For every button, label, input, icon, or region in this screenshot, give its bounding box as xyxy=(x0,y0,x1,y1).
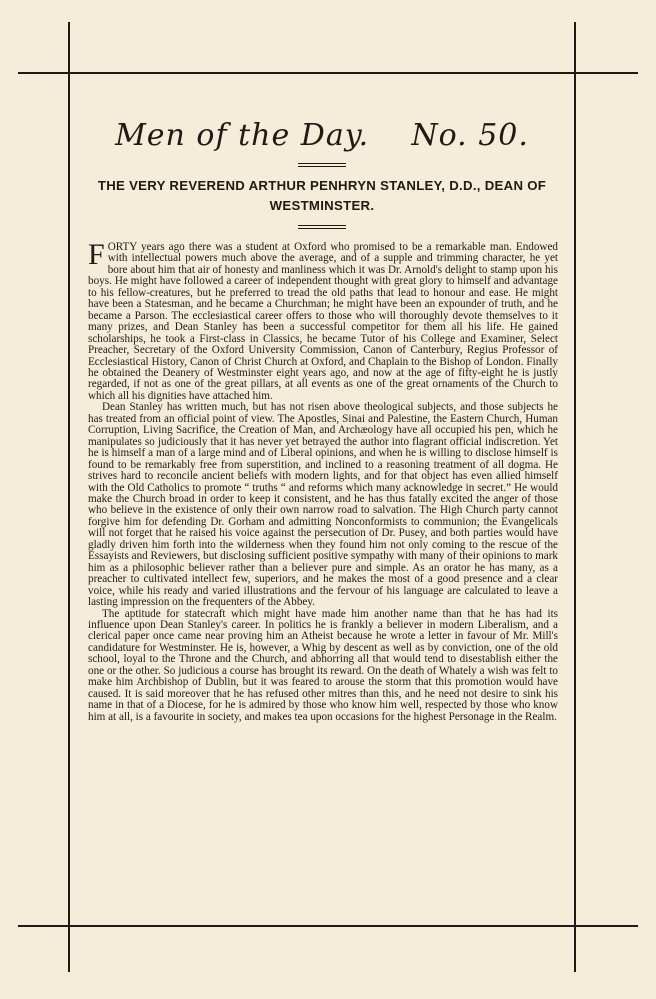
series-number: No. 50. xyxy=(411,118,529,153)
paragraph: The aptitude for statecraft which might have made him another name than that he has had its influence upon Dean Stanley's career. In politics he is frankly a believer in modern Liberalism, and a clerical paper once came near proving him an Atheist because he wrote a letter in favour of Mr. Mill's candidature for Westminster. He is, however, a Whig by descent as well as by conviction, one of the old school, loyal to the Throne and the Church, and abhorring all that would tend to disestablish either the one or the other. So judicious a course has brought its reward. On the death of Whately a wish was felt to make him Archbishop of Dublin, but it was feared to arouse the storm that this promotion would have caused. It is said moreover that he has refused other mitres than this, and he need not desire to sink his name in that of a Diocese, for he is admired by those who know him well, respected by those who know him at all, is a favourite in society, and makes tea upon occasions for the highest Personage in the Realm. xyxy=(88,607,558,723)
series-heading xyxy=(70,118,574,153)
article-body xyxy=(88,238,558,723)
ornament-rule xyxy=(298,166,346,167)
paragraph: Dean Stanley has written much, but has not risen above theological subjects, and those subjects he has treated from an official point of view. The Apostles, Sinai and Palestine, the Eastern Church, Human Corruption, Living Sacrifice, the Creation of Man, and Archæology have all occupied his pen, which he manipulates so judiciously that it has never yet betrayed the author into flagrant official indiscretion. Yet he is himself a man of a large mind and of Liberal opinions, and when he is willing to disclose himself is found to be remarkably free from superstition, and inclined to a reasoning treatment of all dogma. He strives hard to reconcile ancient beliefs with modern lights, and for that object has even allied himself with the Old Catholics to promote “ truths “ and reforms which many acknowledge in secret.” He would make the Church broad in order to keep it consistent, and he has thus fatally excited the anger of those who believe in the existence of only their own narrow road to salvation. The High Church party cannot forgive him for defending Dr. Gorham and admitting Nonconformists to communion; the Evangelicals will not forget that he raised his voice against the persecution of Dr. Pusey, and both parties would have gladly driven him forth into the wilderness when they found him not only coming to the rescue of the Essayists and Reviewers, but disclosing sufficient positive sympathy with many of their opinions to mark him as a philosophic believer rather than a believer pure and simple. As an orator he has many, as a preacher to cultivated intellect few, superiors, and he makes the most of a good presence and a clear voice, while his ready and varied illustrations and the fervour of his language are calculated to leave a lasting impression on the frequenters of the Abbey. xyxy=(88,401,558,609)
bottom-border-rule xyxy=(18,925,638,927)
left-border-rule xyxy=(68,22,70,972)
ornament-rule xyxy=(298,225,346,226)
right-border-rule xyxy=(574,22,576,972)
ornament-rule xyxy=(298,163,346,164)
paragraph xyxy=(88,238,558,402)
drop-cap: F xyxy=(88,238,105,271)
ornament-rule xyxy=(298,228,346,229)
series-title: Men of the Day. xyxy=(115,118,370,153)
paragraph-text: ORTY years ago there was a student at Oxford who promised to be a remarkable man. Endowed with intellectual powers much above the average, and of a supple and trimming character, he yet bore about him that air of honesty and manliness which it was Dr. Arnold's delight to stamp upon his boys. He might have followed a career of independent thought with great glory to himself and advantage to his fellow-creatures, but he preferred to tread the old paths that lead to honour and ease. He might have been a Statesman, and he became a Churchman; he might have been an expounder of truth, and he became a Parson. The ecclesiastical career offers to those who will thoroughly devote themselves to it many prizes, and Dean Stanley has been a successful competitor for them all his life. He gained scholarships, he took a First-class in Classics, he became Tutor of his College and Examiner, Select Preacher, Secretary of the Oxford University Commission, Canon of Canterbury, Regius Professor of Ecclesiastical History, Canon of Christ Church at Oxford, and Chaplain to the Bishop of London. Finally he obtained the Deanery of Westminster eight years ago, and now at the age of fifty-eight he is justly regarded, if not as one of the great pillars, at all events as one of the great ornaments of the Church to which all his dignities have attached him. xyxy=(88,241,558,402)
top-border-rule xyxy=(18,72,638,74)
subject-title: THE VERY REVEREND ARTHUR PENHRYN STANLEY, D.D., DEAN OF WESTMINSTER. xyxy=(97,178,547,213)
